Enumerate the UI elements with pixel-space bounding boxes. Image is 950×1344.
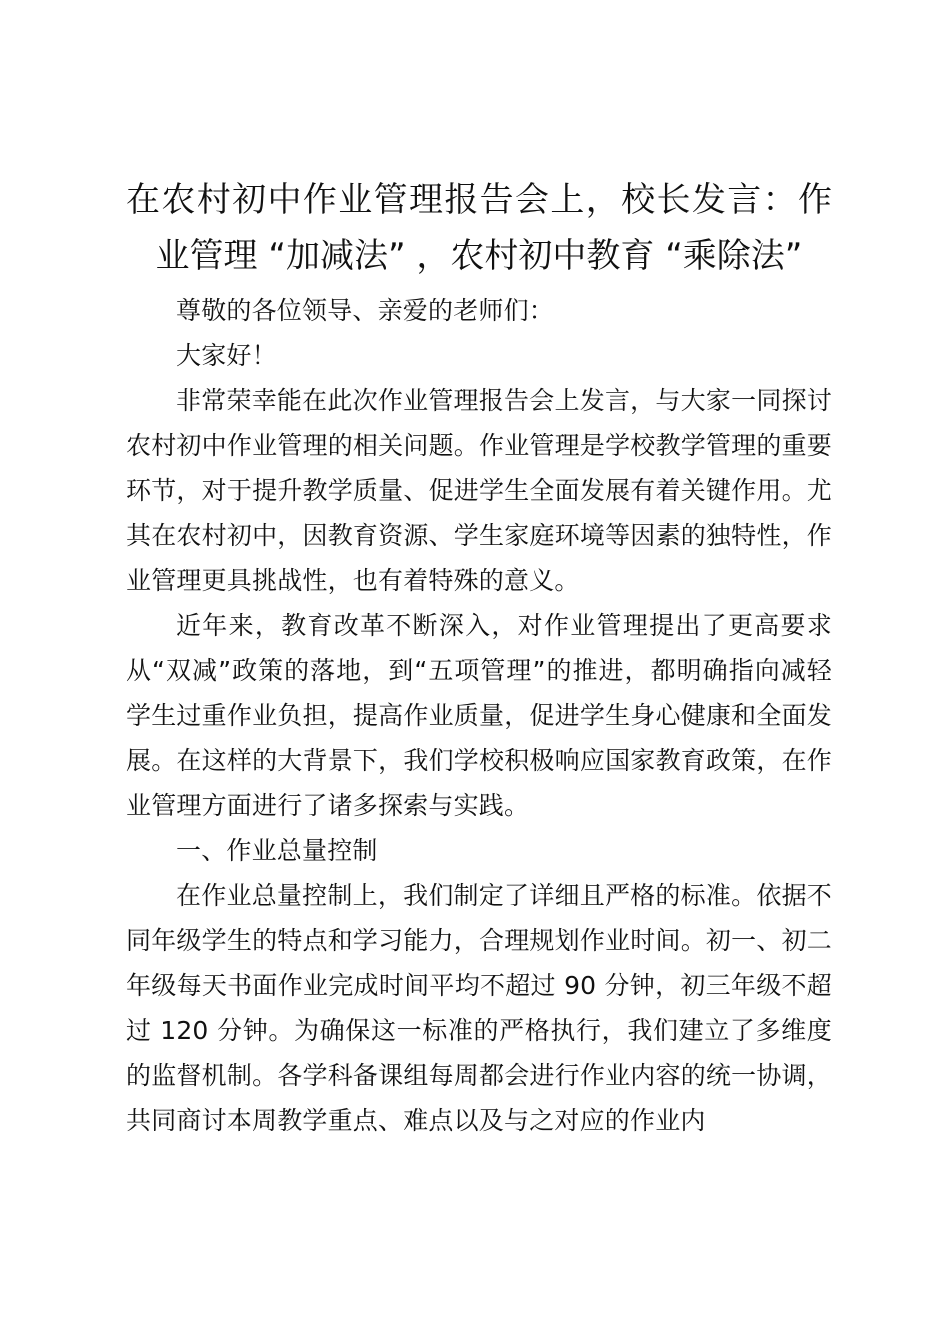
document-title: 在农村初中作业管理报告会上，校长发言：作业管理 “加减法” ，农村初中教育 “乘除法” (126, 180, 832, 276)
body-paragraph: 在作业总量控制上，我们制定了详细且严格的标准。依据不同年级学生的特点和学习能力，合理规划作业时间。初一、初二年级每天书面作业完成时间平均不超过 90 分钟，初三年级不超过 120 分钟。为确保这一标准的严格执行，我们建立了多维度的监督机制。各学科备课组每周都会进行作业内容的统一协调，共同商讨本周教学重点、难点以及与之对应的作业内 (126, 881, 832, 1135)
greeting: 大家好！ (176, 341, 277, 370)
body-paragraph: 非常荣幸能在此次作业管理报告会上发言，与大家一同探讨农村初中作业管理的相关问题。作业管理是学校教学管理的重要环节，对于提升教学质量、促进学生全面发展有着关键作用。尤其在农村初中，因教育资源、学生家庭环境等因素的独特性，作业管理更具挑战性，也有着特殊的意义。 (126, 386, 832, 595)
salutation: 尊敬的各位领导、亲爱的老师们： (176, 296, 555, 325)
document-page (126, 172, 832, 1143)
section-heading: 一、作业总量控制 (176, 836, 378, 865)
body-paragraph: 近年来，教育改革不断深入，对作业管理提出了更高要求从“双减”政策的落地，到“五项管理”的推进，都明确指向减轻学生过重作业负担，提高作业质量，促进学生身心健康和全面发展。在这样的大背景下，我们学校积极响应国家教育政策，在作业管理方面进行了诸多探索与实践。 (126, 611, 832, 820)
